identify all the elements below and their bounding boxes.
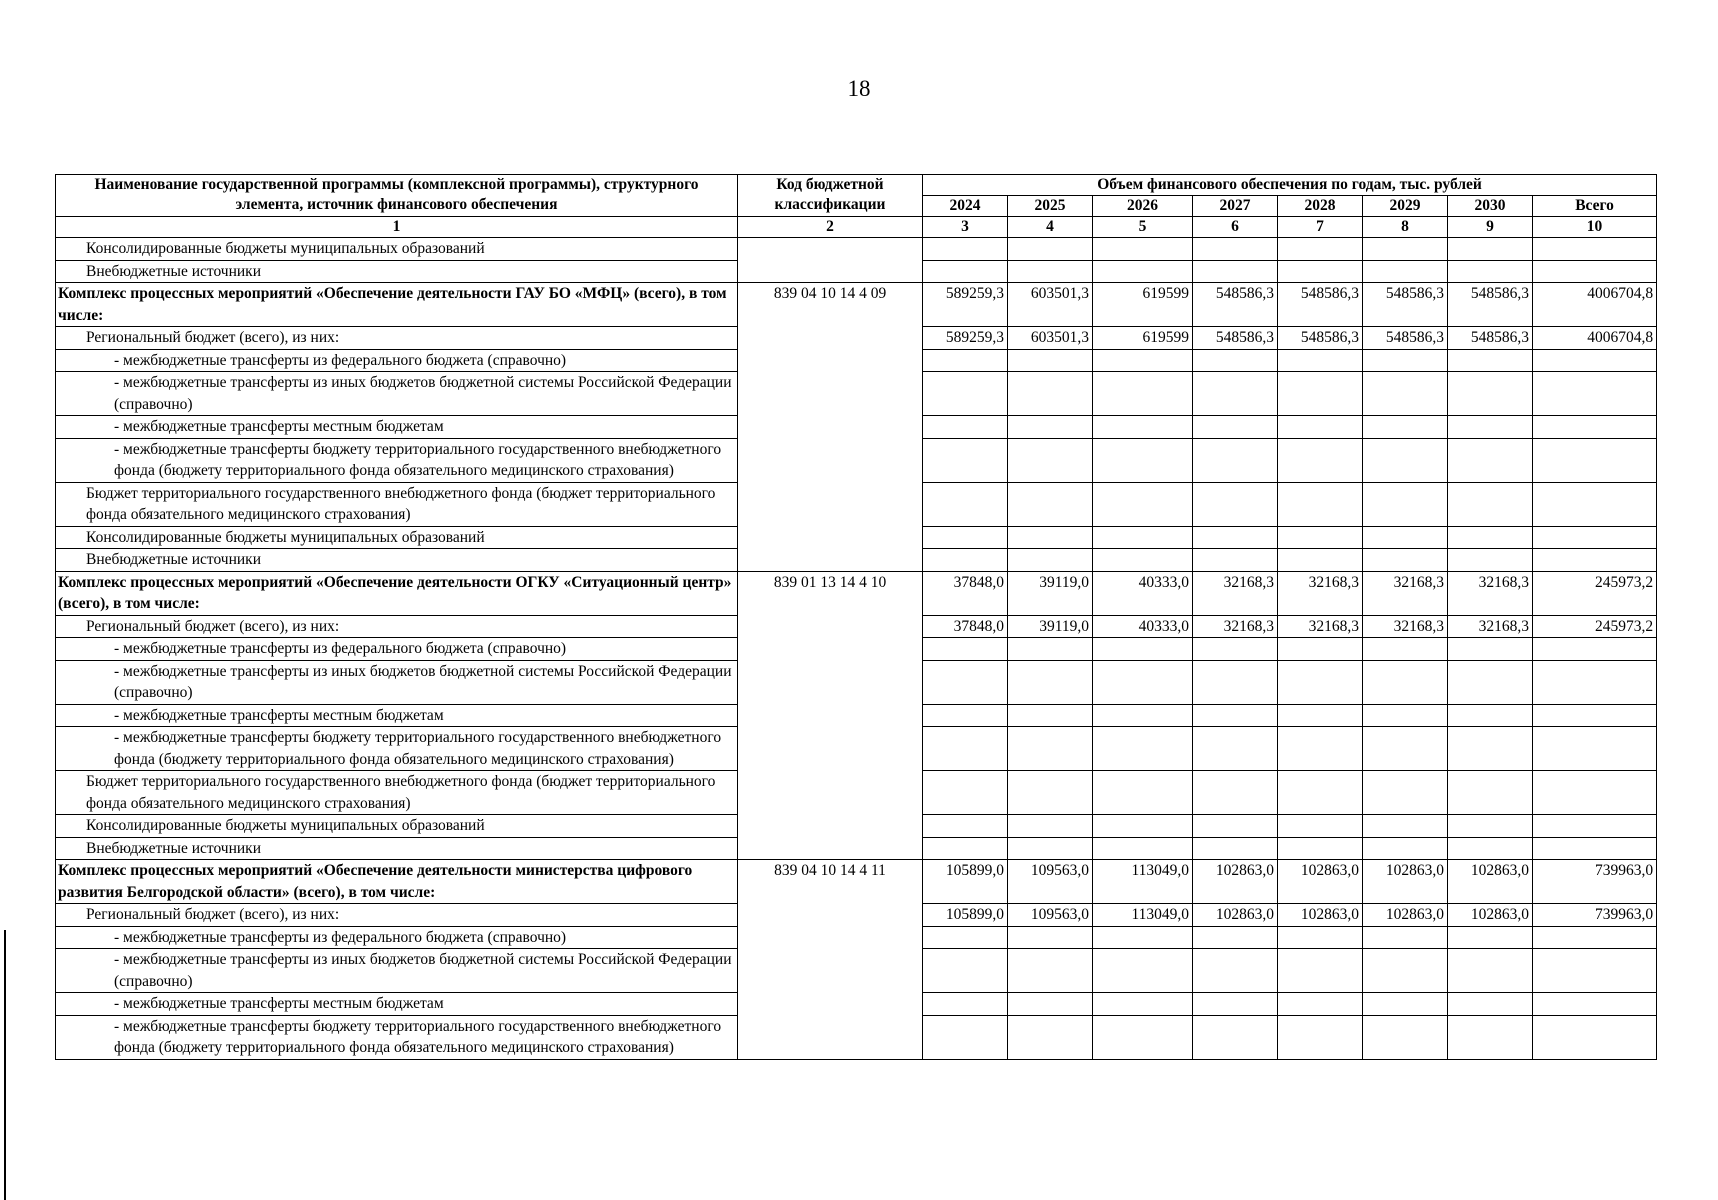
row-name: - межбюджетные трансферты местным бюджетам xyxy=(56,993,738,1016)
year-value xyxy=(1093,993,1193,1016)
total-value: 739963,0 xyxy=(1533,860,1657,904)
year-value xyxy=(1363,416,1448,439)
year-value xyxy=(1448,372,1533,416)
year-value xyxy=(923,727,1008,771)
year-value xyxy=(1278,260,1363,283)
year-value xyxy=(1363,837,1448,860)
total-value: 245973,2 xyxy=(1533,571,1657,615)
year-value xyxy=(1093,727,1193,771)
year-value: 102863,0 xyxy=(1278,860,1363,904)
total-value xyxy=(1533,837,1657,860)
year-value xyxy=(1363,638,1448,661)
year-value xyxy=(923,815,1008,838)
row-name: - межбюджетные трансферты бюджету территориального государственного внебюджетного фонда (бюджету территориального фонда обязательного медицинского страхования) xyxy=(56,727,738,771)
year-value xyxy=(923,349,1008,372)
total-value xyxy=(1533,704,1657,727)
row-name: Внебюджетные источники xyxy=(56,260,738,283)
year-value xyxy=(1193,815,1278,838)
year-value xyxy=(1363,238,1448,261)
year-value xyxy=(1008,349,1093,372)
year-value: 102863,0 xyxy=(1193,860,1278,904)
year-value xyxy=(1093,549,1193,572)
row-name: Комплекс процессных мероприятий «Обеспечение деятельности ГАУ БО «МФЦ» (всего), в том числе: xyxy=(56,283,738,327)
total-value: 245973,2 xyxy=(1533,615,1657,638)
year-value xyxy=(1008,638,1093,661)
year-value xyxy=(1363,660,1448,704)
year-value xyxy=(923,549,1008,572)
year-value xyxy=(1008,704,1093,727)
year-value: 619599 xyxy=(1093,283,1193,327)
year-value xyxy=(1093,482,1193,526)
year-value xyxy=(923,260,1008,283)
total-value xyxy=(1533,416,1657,439)
year-value xyxy=(1448,349,1533,372)
year-value: 32168,3 xyxy=(1278,571,1363,615)
year-value xyxy=(1363,482,1448,526)
table-header xyxy=(56,175,1657,238)
year-value xyxy=(1363,993,1448,1016)
year-value xyxy=(1448,949,1533,993)
year-value: 113049,0 xyxy=(1093,904,1193,927)
year-value xyxy=(1278,771,1363,815)
column-number: 2 xyxy=(738,217,923,238)
year-value xyxy=(1008,238,1093,261)
year-value xyxy=(1278,837,1363,860)
column-number: 10 xyxy=(1533,217,1657,238)
year-value: 589259,3 xyxy=(923,283,1008,327)
year-value xyxy=(1193,349,1278,372)
year-value xyxy=(1093,1015,1193,1059)
year-value xyxy=(1093,349,1193,372)
total-value xyxy=(1533,549,1657,572)
year-value xyxy=(1278,349,1363,372)
year-value xyxy=(1278,704,1363,727)
total-value xyxy=(1533,638,1657,661)
year-value xyxy=(1008,260,1093,283)
year-value: 37848,0 xyxy=(923,615,1008,638)
year-value xyxy=(1278,526,1363,549)
year-value xyxy=(1363,549,1448,572)
year-value xyxy=(1363,727,1448,771)
year-value xyxy=(1278,238,1363,261)
total-value xyxy=(1533,260,1657,283)
year-value xyxy=(1448,438,1533,482)
year-value xyxy=(1448,815,1533,838)
header-volume: Объем финансового обеспечения по годам, тыс. рублей xyxy=(923,175,1657,196)
year-value xyxy=(1193,416,1278,439)
year-value xyxy=(1008,837,1093,860)
total-value xyxy=(1533,993,1657,1016)
year-value: 40333,0 xyxy=(1093,571,1193,615)
year-value: 548586,3 xyxy=(1363,283,1448,327)
column-number: 3 xyxy=(923,217,1008,238)
row-name: - межбюджетные трансферты из иных бюджетов бюджетной системы Российской Федерации (справочно) xyxy=(56,660,738,704)
total-value xyxy=(1533,526,1657,549)
year-value xyxy=(1008,526,1093,549)
year-value xyxy=(923,837,1008,860)
year-value xyxy=(1193,638,1278,661)
budget-code xyxy=(738,238,923,283)
year-value xyxy=(1448,482,1533,526)
total-value xyxy=(1533,238,1657,261)
year-value xyxy=(1093,771,1193,815)
year-value: 32168,3 xyxy=(1278,615,1363,638)
header-name: Наименование государственной программы (комплексной программы), структурного элемента, источник финансового обеспечения xyxy=(56,175,738,217)
year-value xyxy=(1093,416,1193,439)
year-value xyxy=(1008,1015,1093,1059)
row-name: - межбюджетные трансферты местным бюджетам xyxy=(56,416,738,439)
total-value xyxy=(1533,949,1657,993)
total-value: 739963,0 xyxy=(1533,904,1657,927)
row-name: Региональный бюджет (всего), из них: xyxy=(56,615,738,638)
year-value xyxy=(1448,260,1533,283)
margin-line xyxy=(4,930,6,1200)
year-value: 589259,3 xyxy=(923,327,1008,350)
total-value xyxy=(1533,482,1657,526)
year-value xyxy=(923,993,1008,1016)
year-value xyxy=(1193,372,1278,416)
year-value xyxy=(1193,1015,1278,1059)
header-year: 2028 xyxy=(1278,196,1363,217)
year-value xyxy=(1448,704,1533,727)
year-value xyxy=(1278,949,1363,993)
row-name: - межбюджетные трансферты из федерального бюджета (справочно) xyxy=(56,926,738,949)
total-value xyxy=(1533,660,1657,704)
row-name: - межбюджетные трансферты из федерального бюджета (справочно) xyxy=(56,349,738,372)
row-name: Консолидированные бюджеты муниципальных образований xyxy=(56,526,738,549)
row-name: Комплекс процессных мероприятий «Обеспечение деятельности ОГКУ «Ситуационный центр» (всего), в том числе: xyxy=(56,571,738,615)
year-value xyxy=(1093,238,1193,261)
year-value xyxy=(1448,926,1533,949)
year-value xyxy=(1448,727,1533,771)
year-value: 109563,0 xyxy=(1008,860,1093,904)
year-value xyxy=(1278,549,1363,572)
year-value: 548586,3 xyxy=(1448,283,1533,327)
program-row xyxy=(56,860,1657,904)
year-value xyxy=(1008,438,1093,482)
year-value xyxy=(923,372,1008,416)
year-value xyxy=(1278,660,1363,704)
year-value xyxy=(1193,526,1278,549)
year-value xyxy=(1008,993,1093,1016)
year-value xyxy=(1008,771,1093,815)
year-value xyxy=(1093,926,1193,949)
year-value xyxy=(1278,815,1363,838)
year-value xyxy=(1193,260,1278,283)
total-value xyxy=(1533,1015,1657,1059)
year-value: 105899,0 xyxy=(923,860,1008,904)
year-value xyxy=(1448,771,1533,815)
year-value xyxy=(1278,993,1363,1016)
year-value xyxy=(1448,416,1533,439)
header-year: 2027 xyxy=(1193,196,1278,217)
year-value xyxy=(1008,815,1093,838)
page-number: 18 xyxy=(847,76,871,101)
year-value xyxy=(923,704,1008,727)
year-value: 32168,3 xyxy=(1448,615,1533,638)
year-value xyxy=(1093,638,1193,661)
year-value: 102863,0 xyxy=(1448,860,1533,904)
year-value xyxy=(1448,993,1533,1016)
year-value: 619599 xyxy=(1093,327,1193,350)
year-value: 32168,3 xyxy=(1448,571,1533,615)
total-value xyxy=(1533,438,1657,482)
table-body xyxy=(56,238,1657,1060)
year-value: 32168,3 xyxy=(1363,571,1448,615)
year-value: 102863,0 xyxy=(1363,860,1448,904)
year-value xyxy=(1193,482,1278,526)
column-number: 4 xyxy=(1008,217,1093,238)
year-value: 32168,3 xyxy=(1363,615,1448,638)
total-value: 4006704,8 xyxy=(1533,327,1657,350)
year-value: 102863,0 xyxy=(1363,904,1448,927)
program-row xyxy=(56,571,1657,615)
budget-code: 839 01 13 14 4 10 xyxy=(738,571,923,860)
header-code: Код бюджетной классификации xyxy=(738,175,923,217)
row-name: - межбюджетные трансферты бюджету территориального государственного внебюджетного фонда (бюджету территориального фонда обязательного медицинского страхования) xyxy=(56,1015,738,1059)
year-value xyxy=(1193,837,1278,860)
year-value xyxy=(1193,993,1278,1016)
total-value xyxy=(1533,727,1657,771)
row-name: Консолидированные бюджеты муниципальных образований xyxy=(56,815,738,838)
year-value xyxy=(1363,526,1448,549)
year-value xyxy=(1363,1015,1448,1059)
year-value xyxy=(1008,727,1093,771)
year-value xyxy=(1193,704,1278,727)
total-value xyxy=(1533,926,1657,949)
year-value: 32168,3 xyxy=(1193,615,1278,638)
year-value: 548586,3 xyxy=(1193,283,1278,327)
table-row xyxy=(56,238,1657,261)
year-value xyxy=(1278,727,1363,771)
year-value xyxy=(1278,372,1363,416)
year-value: 113049,0 xyxy=(1093,860,1193,904)
row-name: - межбюджетные трансферты местным бюджетам xyxy=(56,704,738,727)
year-value xyxy=(1008,660,1093,704)
header-year: 2026 xyxy=(1093,196,1193,217)
program-row xyxy=(56,283,1657,327)
row-name: Региональный бюджет (всего), из них: xyxy=(56,327,738,350)
column-number: 7 xyxy=(1278,217,1363,238)
header-year: 2025 xyxy=(1008,196,1093,217)
year-value xyxy=(1363,372,1448,416)
column-number: 5 xyxy=(1093,217,1193,238)
row-name: Внебюджетные источники xyxy=(56,549,738,572)
year-value xyxy=(1193,771,1278,815)
year-value xyxy=(923,926,1008,949)
year-value: 105899,0 xyxy=(923,904,1008,927)
year-value xyxy=(1193,549,1278,572)
year-value xyxy=(923,482,1008,526)
year-value xyxy=(1093,372,1193,416)
year-value xyxy=(1008,926,1093,949)
year-value xyxy=(923,416,1008,439)
row-name: Бюджет территориального государственного внебюджетного фонда (бюджет территориального фонда обязательного медицинского страхования) xyxy=(56,482,738,526)
year-value xyxy=(1363,771,1448,815)
year-value xyxy=(1448,238,1533,261)
year-value xyxy=(923,660,1008,704)
year-value xyxy=(1448,526,1533,549)
year-value xyxy=(1363,815,1448,838)
year-value xyxy=(1363,349,1448,372)
year-value xyxy=(1278,482,1363,526)
year-value xyxy=(1278,1015,1363,1059)
year-value xyxy=(1363,260,1448,283)
header-total: Всего xyxy=(1533,196,1657,217)
year-value xyxy=(1008,416,1093,439)
year-value xyxy=(1093,949,1193,993)
total-value xyxy=(1533,815,1657,838)
year-value: 102863,0 xyxy=(1193,904,1278,927)
total-value xyxy=(1533,372,1657,416)
row-name: Региональный бюджет (всего), из них: xyxy=(56,904,738,927)
header-year: 2024 xyxy=(923,196,1008,217)
column-number: 9 xyxy=(1448,217,1533,238)
year-value xyxy=(923,238,1008,261)
year-value xyxy=(1193,238,1278,261)
year-value xyxy=(1278,926,1363,949)
row-name: Внебюджетные источники xyxy=(56,837,738,860)
year-value xyxy=(1363,926,1448,949)
row-name: Комплекс процессных мероприятий «Обеспечение деятельности министерства цифрового развития Белгородской области» (всего), в том числе: xyxy=(56,860,738,904)
row-name: Консолидированные бюджеты муниципальных образований xyxy=(56,238,738,261)
year-value xyxy=(923,526,1008,549)
year-value xyxy=(1008,482,1093,526)
row-name: - межбюджетные трансферты из федерального бюджета (справочно) xyxy=(56,638,738,661)
year-value xyxy=(1193,727,1278,771)
year-value: 109563,0 xyxy=(1008,904,1093,927)
year-value xyxy=(1278,638,1363,661)
year-value xyxy=(1193,660,1278,704)
row-name: - межбюджетные трансферты из иных бюджетов бюджетной системы Российской Федерации (справочно) xyxy=(56,372,738,416)
year-value xyxy=(1448,1015,1533,1059)
year-value xyxy=(1363,704,1448,727)
year-value: 603501,3 xyxy=(1008,327,1093,350)
year-value: 37848,0 xyxy=(923,571,1008,615)
year-value: 548586,3 xyxy=(1448,327,1533,350)
year-value: 39119,0 xyxy=(1008,615,1093,638)
year-value xyxy=(1008,949,1093,993)
row-name: - межбюджетные трансферты из иных бюджетов бюджетной системы Российской Федерации (справочно) xyxy=(56,949,738,993)
year-value xyxy=(1193,949,1278,993)
year-value xyxy=(1093,704,1193,727)
year-value xyxy=(923,638,1008,661)
budget-code: 839 04 10 14 4 11 xyxy=(738,860,923,1060)
year-value xyxy=(1193,926,1278,949)
row-name: - межбюджетные трансферты бюджету территориального государственного внебюджетного фонда (бюджету территориального фонда обязательного медицинского страхования) xyxy=(56,438,738,482)
budget-code: 839 04 10 14 4 09 xyxy=(738,283,923,572)
year-value xyxy=(1363,438,1448,482)
column-number: 8 xyxy=(1363,217,1448,238)
year-value: 548586,3 xyxy=(1278,327,1363,350)
year-value: 548586,3 xyxy=(1278,283,1363,327)
year-value xyxy=(923,949,1008,993)
year-value xyxy=(1093,438,1193,482)
year-value xyxy=(1193,438,1278,482)
row-name: Бюджет территориального государственного внебюджетного фонда (бюджет территориального фонда обязательного медицинского страхования) xyxy=(56,771,738,815)
year-value xyxy=(1448,549,1533,572)
total-value: 4006704,8 xyxy=(1533,283,1657,327)
header-year: 2030 xyxy=(1448,196,1533,217)
year-value: 603501,3 xyxy=(1008,283,1093,327)
year-value xyxy=(923,771,1008,815)
year-value: 32168,3 xyxy=(1193,571,1278,615)
year-value: 40333,0 xyxy=(1093,615,1193,638)
year-value xyxy=(1363,949,1448,993)
total-value xyxy=(1533,771,1657,815)
year-value xyxy=(1093,815,1193,838)
column-number: 6 xyxy=(1193,217,1278,238)
year-value: 102863,0 xyxy=(1278,904,1363,927)
total-value xyxy=(1533,349,1657,372)
year-value xyxy=(1093,526,1193,549)
year-value: 548586,3 xyxy=(1363,327,1448,350)
year-value: 548586,3 xyxy=(1193,327,1278,350)
year-value xyxy=(923,438,1008,482)
year-value xyxy=(1448,660,1533,704)
year-value: 102863,0 xyxy=(1448,904,1533,927)
year-value xyxy=(1278,416,1363,439)
year-value: 39119,0 xyxy=(1008,571,1093,615)
year-value xyxy=(1093,837,1193,860)
column-number: 1 xyxy=(56,217,738,238)
year-value xyxy=(1093,260,1193,283)
year-value xyxy=(923,1015,1008,1059)
header-year: 2029 xyxy=(1363,196,1448,217)
year-value xyxy=(1008,549,1093,572)
year-value xyxy=(1093,660,1193,704)
budget-table xyxy=(55,174,1657,1060)
year-value xyxy=(1448,638,1533,661)
year-value xyxy=(1448,837,1533,860)
year-value xyxy=(1278,438,1363,482)
year-value xyxy=(1008,372,1093,416)
